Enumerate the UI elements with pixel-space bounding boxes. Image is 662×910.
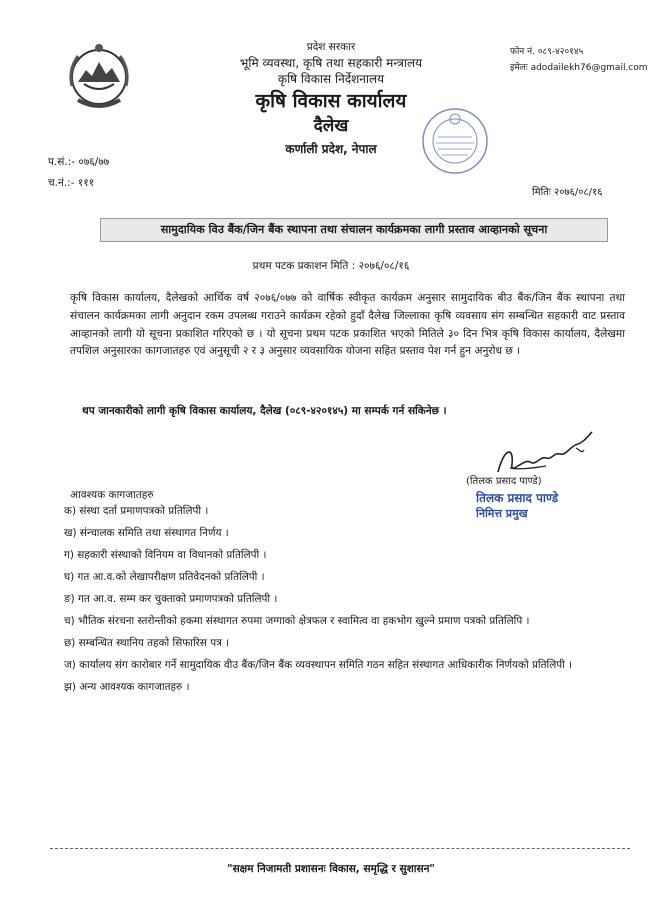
- letter-reference-number: प.सं.:- ०७६/७७: [48, 156, 110, 168]
- footer-divider: [50, 848, 630, 849]
- header-province-country: कर्णाली प्रदेश, नेपाल: [285, 142, 377, 156]
- header-province-government: प्रदेश सरकार: [306, 41, 356, 53]
- list-item-text: संन्चालक समिति तथा संस्थागत निर्णय ।: [79, 527, 229, 539]
- list-item-text: गत आ.व.को लेखापरीक्षण प्रतिवेदनको प्रतिलिपी ।: [77, 571, 265, 583]
- list-item-marker: छ): [64, 637, 76, 649]
- list-item: [64, 680, 634, 695]
- list-item-marker: ग): [64, 549, 74, 561]
- list-item: [64, 526, 634, 541]
- header-district: दैलेख: [313, 116, 349, 136]
- list-item: [64, 504, 634, 519]
- signatory-stamp-title: निमित्त प्रमुख: [476, 507, 528, 520]
- list-item-text: कार्यालय संग कारोबार गर्ने सामुदायिक वीउ बैंक/जिन बैंक व्यवस्थापन समिति गठन सहित संस्थागत आधिकारीक निर्णयको प्रतिलिपी ।: [79, 659, 573, 671]
- office-seal-icon: [420, 105, 490, 177]
- header-ministry: भूमि व्यवस्था, कृषि तथा सहकारी मन्त्रालय: [239, 56, 423, 70]
- notice-body-paragraph: कृषि विकास कार्यालय, दैलेखको आर्थिक वर्ष २०७६/०७७ को वार्षिक स्वीकृत कार्यक्रम अनुसार सामुदायिक बीउ बैंक/जिन बैंक स्थापना तथा संचालन कार्यक्रमका लागी अनुदान रकम उपलब्ध गराउने कार्यक्रम रहेको हुदाँ दैलेख जिल्लाका कृषि व्यवसाय संग सम्बन्धित सहकारी वाट प्रस्ताव आव्हानको लागी यो सूचना प्रकाशित गरिएको छ । यो सूचना प्रथम पटक प्रकाशित भएको मितिले ३० दिन भित्र कृषि विकास कार्यालय, दैलेखमा तपशिल अनुसारका कागजातहरु एवं अनुसूची २ र ३ अनुसार व्यवसायिक योजना सहित प्रस्ताव पेश गर्न हुन अनुरोध छ ।: [70, 292, 625, 358]
- list-item: [64, 636, 634, 651]
- publication-date: प्रथम पटक प्रकाशन मिति : २०७६/०८/१६: [252, 260, 410, 272]
- list-item: [64, 548, 634, 563]
- notice-subject: सामुदायिक विउ बैंक/जिन बैंक स्थापना तथा संचालन कार्यक्रमका लागी प्रस्ताव आव्हानको सूचना: [100, 218, 608, 242]
- contact-paragraph: थप जानकारीको लागी कृषि विकास कार्यालय, दैलेख (०८९-४२०१४५) मा सम्पर्क गर्न सकिनेछ ।: [82, 405, 447, 417]
- list-item-text: गत आ.व. सम्म कर चुक्ताको प्रमाणपत्रको प्रतिलिपी ।: [78, 593, 278, 605]
- list-item: [64, 570, 634, 585]
- list-item-marker: ङ): [64, 593, 75, 605]
- signatory-stamp-name: तिलक प्रसाद पाण्डे: [476, 491, 559, 505]
- letter-date: मितिः २०७६/०८/१६: [532, 187, 603, 198]
- contact-phone: फोन नं. ०८९-४२०१४५: [510, 47, 584, 57]
- dispatch-number: च.नं.:- १११: [48, 177, 95, 189]
- list-item: [64, 658, 634, 673]
- list-item-text: संस्था दर्ता प्रमाणपत्रको प्रतिलिपी ।: [79, 505, 209, 517]
- list-item-text: भौतिक संरचना स्तरोन्तीको हकमा संस्थागत रुपमा जग्गाको क्षेत्रफल र स्वामित्व वा हकभोग खुल्ने प्रमाण पत्रको प्रतिलिपि ।: [77, 615, 530, 627]
- footer-slogan: "सक्षम निजामती प्रशासनः विकास, समृद्धि र सुशासन": [227, 863, 435, 875]
- list-item-text: सम्बन्धित स्थानिय तहको सिफारिस पत्र ।: [78, 637, 230, 649]
- list-item-marker: क): [64, 505, 77, 517]
- documents-list: [64, 504, 634, 702]
- header-directorate: कृषि विकास निर्देशनालय: [277, 72, 385, 86]
- documents-heading: आवश्यक कागजातहरु: [70, 489, 154, 501]
- list-item-marker: घ): [64, 571, 75, 583]
- list-item-text: अन्य आवश्यक कागजातहरु ।: [79, 681, 190, 693]
- signatory-name: (तिलक प्रसाद पाण्डे): [466, 476, 542, 487]
- list-item-marker: ज): [64, 659, 76, 671]
- list-item-marker: ख): [64, 527, 77, 539]
- list-item: [64, 614, 634, 629]
- list-item-marker: झ): [64, 681, 76, 693]
- list-item: [64, 592, 634, 607]
- contact-email: इमेलः adodailekh76@gmail.com: [510, 63, 648, 73]
- list-item-text: सहकारी संस्थाको विनियम वा विधानको प्रतिलिपी ।: [77, 549, 267, 561]
- list-item-marker: च): [64, 615, 75, 627]
- header-office-name: कृषि विकास कार्यालय: [255, 90, 407, 112]
